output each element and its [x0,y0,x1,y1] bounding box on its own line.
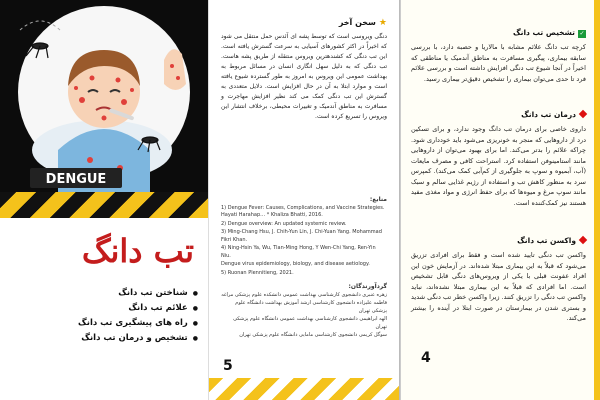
hazard-stripe [0,192,208,218]
vaccine-heading: واکسن تب دانگ [517,236,586,245]
references [221,196,387,341]
toc-item: ● شناختن تب دانگ [78,288,198,298]
reference-item: 5) Ruonan Plennitieng, 2021. [221,269,294,276]
diamond-icon [579,236,587,244]
reference-item: 3) Ming-Chang Hsu, J. Chih-Yun Lin, J. Chi-Yuan Yang. Mohammad Fikri Khan. [221,229,382,243]
hazard-band [209,378,399,400]
cover-toc [78,288,198,348]
authors-title: گردآورندگان: [348,283,387,290]
diamond-icon [579,110,587,118]
page-4 [400,0,600,400]
author-item: سوگل کریمی دانشجوی کارشناسی مامایی دانشگاه علوم پزشکی تهران [239,332,387,338]
dengue-label: DENGUE [45,172,107,187]
page-number: 5 [223,358,233,374]
cover-illustration [0,0,208,192]
page-number: 4 [421,350,431,366]
check-icon: ✓ [579,30,585,37]
cover-page [0,0,208,400]
star-icon: ★ [378,18,387,28]
treatment-heading: درمان تب دانگ [521,110,586,119]
cover-title: تب دانگ [81,232,194,270]
diagnosis-body: کرچه تب دانگ علائم مشابه با مالاریا و حصبه دارد، با بررسی سابقه بیماری، پیگیری مسافرت به مناطق آندمیک یا مناطقی که اخیراً در آنجا شیوع تب دنگی افزایش داشته است و بررسی علائم فرد تا حدی می‌توان بیماری را تشخیص دقیق‌تر بیماری رسید. [411,43,586,83]
final-word-heading: ★سخن آخر [338,18,387,28]
toc-item: ● راه های پیشگیری تب دانگ [78,318,198,328]
reference-item: Dengue virus epidemiology, biology, and disease aetiology. [221,261,370,267]
page-5 [208,0,400,400]
treatment-body: داروی خاصی برای درمان تب دانگ وجود ندارد، و برای تسکین درد از داروهایی که منجر به خونریزی می‌شود باید خودداری شود. چراکه علائم را بدتر می‌کند. اما برای بهبود می‌توان از داروهایی مانند استامینوفن استفاده کرد. استراحت کافی و مصرف مایعات (آب، آبمیوه و سوپ به جلوگیری از کم‌آبی کمک می‌کند). کمپرس سرد به منظور کاهش تب و استفاده از رژیم غذایی سالم و سبک مانند سوپ مرغ و میوه‌ها که برای حفظ انرژی و مواد مغذی مفید هستند نیز کمک‌کننده است. [411,125,586,207]
vaccine-body: واکسن تب دنگی تایید شده است و فقط برای افرادی تزریق می‌شود که قبلاً به این بیماری مبتلا شده‌اند. در آزمایش خون این افراد عفونت قبلی با یکی از ویروس‌های دنگی قابل تشخیص است. اما افرادی که قبلاً به این بیماری مبتلا نشده‌اند، نباید واکسن تب دنگی را تزریق کنند. زیرا واکسن خطر تب دنگی شدید و بستری شدن در بیمارستان در صورت ابتلا در آینده را بیشتر می‌کند. [411,251,586,322]
author-item: الهه ابراهیمی دانشجوی کارشناسی بهداشت عمومی دانشگاه علوم پزشکی تهران [233,316,387,330]
toc-item: ● علائم تب دانگ [78,303,198,313]
reference-item: 4) Ning-Hsin Ya, Wu, Tian-Ming Hong, Y Wen-Chi Yang, Ren-Yin Niu. [221,245,376,259]
toc-item: ● تشخیص و درمان تب دانگ [78,333,198,343]
side-stripe [594,0,600,400]
author-item: زهره عنبری دانشجوی کارشناسی بهداشت عمومی دانشکده علوم پزشکی مراغه [221,291,387,298]
reference-item: 1) Dengue Fever: Causes, Complications, and Vaccine Strategies. Hayati Harahap… * Khaliza Bhatti, 2016. [221,204,385,218]
reference-item: 2) Dengue overview: An updated systemic review. [221,220,347,227]
references-title: منابع: [369,196,387,203]
author-item: فاطمه علیزاده دانشجوی کارشناسی ارشد آموزش بهداشت دانشگاه علوم پزشکی تهران [235,300,387,314]
final-word-body: دنگی ویروسی است که توسط پشه ای آئدس حمل منتقل می شود که اخیراً در اکثر کشورهای آسیایی به سرعت گسترش یافته است. این تب دنگی که کشندهترین ویروس منتقله از طریق پشه هاست. تب دنگی که به دلیل سهل انگاری انسان در مسائل مربوط به بهداشت عمومی این ویروس به امروز به طور گسترده شیوع یافته است و موارد ابتلا به آن در حال افزایش است. دلایل متعددی به گسترش این تب دنگی کمک می کند نظیر افزایش مهاجرت و مسافرت به مناطق آندمیک و تغییرات محیطی، برخلاف انتشار این ویروس را تسریع کرده است. [221,33,387,120]
diagnosis-heading: ✓تشخیص تب دانگ [512,28,585,37]
sick-child-mosquito-illustration [0,0,208,192]
